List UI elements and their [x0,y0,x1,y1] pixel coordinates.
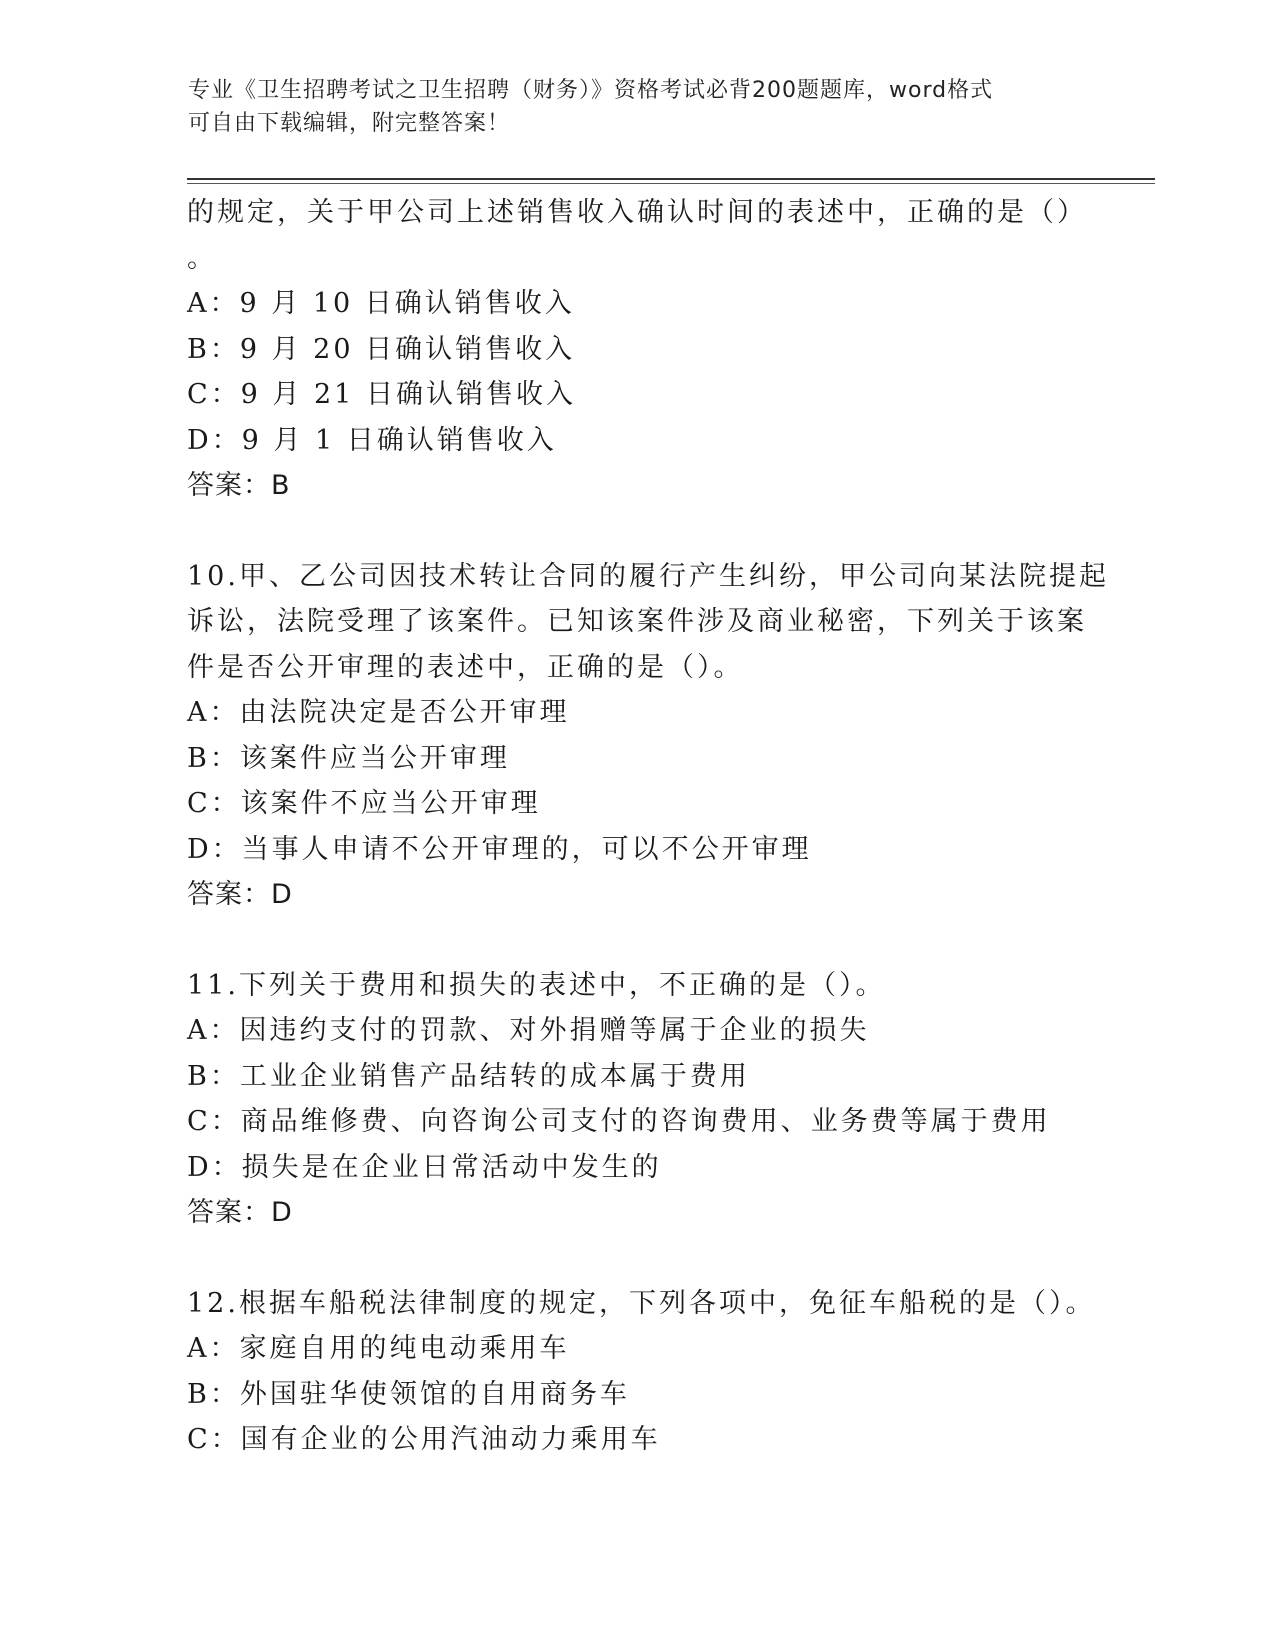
answer-label: 答案：D [187,1197,293,1228]
option-c: C：商品维修费、向咨询公司支付的咨询费用、业务费等属于费用 [187,1106,1051,1137]
option-c: C：9 月 21 日确认销售收入 [187,379,576,410]
question-stem-line: 的规定，关于甲公司上述销售收入确认时间的表述中，正确的是（） [187,197,1087,228]
option-d: D：损失是在企业日常活动中发生的 [187,1151,662,1183]
header-divider-thick [187,178,1155,180]
header-line-1: 专业《卫生招聘考试之卫生招聘（财务）》资格考试必背200题题库，word格式 [188,78,994,103]
question-stem-line: 11.下列关于费用和损失的表述中，不正确的是（）。 [187,969,886,1001]
option-a: A：家庭自用的纯电动乘用车 [187,1333,570,1364]
question-stem-line: 诉讼，法院受理了该案件。已知该案件涉及商业秘密，下列关于该案 [187,606,1087,637]
option-a: A：因违约支付的罚款、对外捐赠等属于企业的损失 [187,1015,870,1046]
question-gap [187,509,1137,554]
option-a: A：由法院决定是否公开审理 [187,697,570,728]
option-d: D：当事人申请不公开审理的，可以不公开审理 [187,833,812,865]
option-b: B：外国驻华使领馆的自用商务车 [187,1378,630,1410]
option-c: C：该案件不应当公开审理 [187,788,541,819]
question-list [187,190,1137,1463]
header-divider-thin [187,183,1155,184]
option-c: C：国有企业的公用汽油动力乘用车 [187,1424,661,1455]
option-b: B：该案件应当公开审理 [187,742,510,774]
option-a: A：9 月 10 日确认销售收入 [187,288,575,319]
question-9 [187,190,1137,509]
question-stem-line: 。 [187,242,217,274]
document-header [188,74,1088,140]
question-gap [187,1236,1137,1281]
option-b: B：工业企业销售产品结转的成本属于费用 [187,1060,750,1092]
question-10 [187,554,1137,918]
question-12 [187,1281,1137,1463]
question-stem-line: 10.甲、乙公司因技术转让合同的履行产生纠纷，甲公司向某法院提起 [187,560,1109,592]
option-d: D：9 月 1 日确认销售收入 [187,424,557,456]
option-b: B：9 月 20 日确认销售收入 [187,333,576,365]
answer-label: 答案：D [187,879,293,910]
answer-label: 答案：B [187,470,291,501]
question-stem-line: 12.根据车船税法律制度的规定，下列各项中，免征车船税的是（）。 [187,1287,1096,1319]
question-gap [187,918,1137,963]
question-stem-line: 件是否公开审理的表述中，正确的是（）。 [187,651,744,683]
header-line-2: 可自由下载编辑，附完整答案！ [188,111,511,136]
question-11 [187,963,1137,1236]
